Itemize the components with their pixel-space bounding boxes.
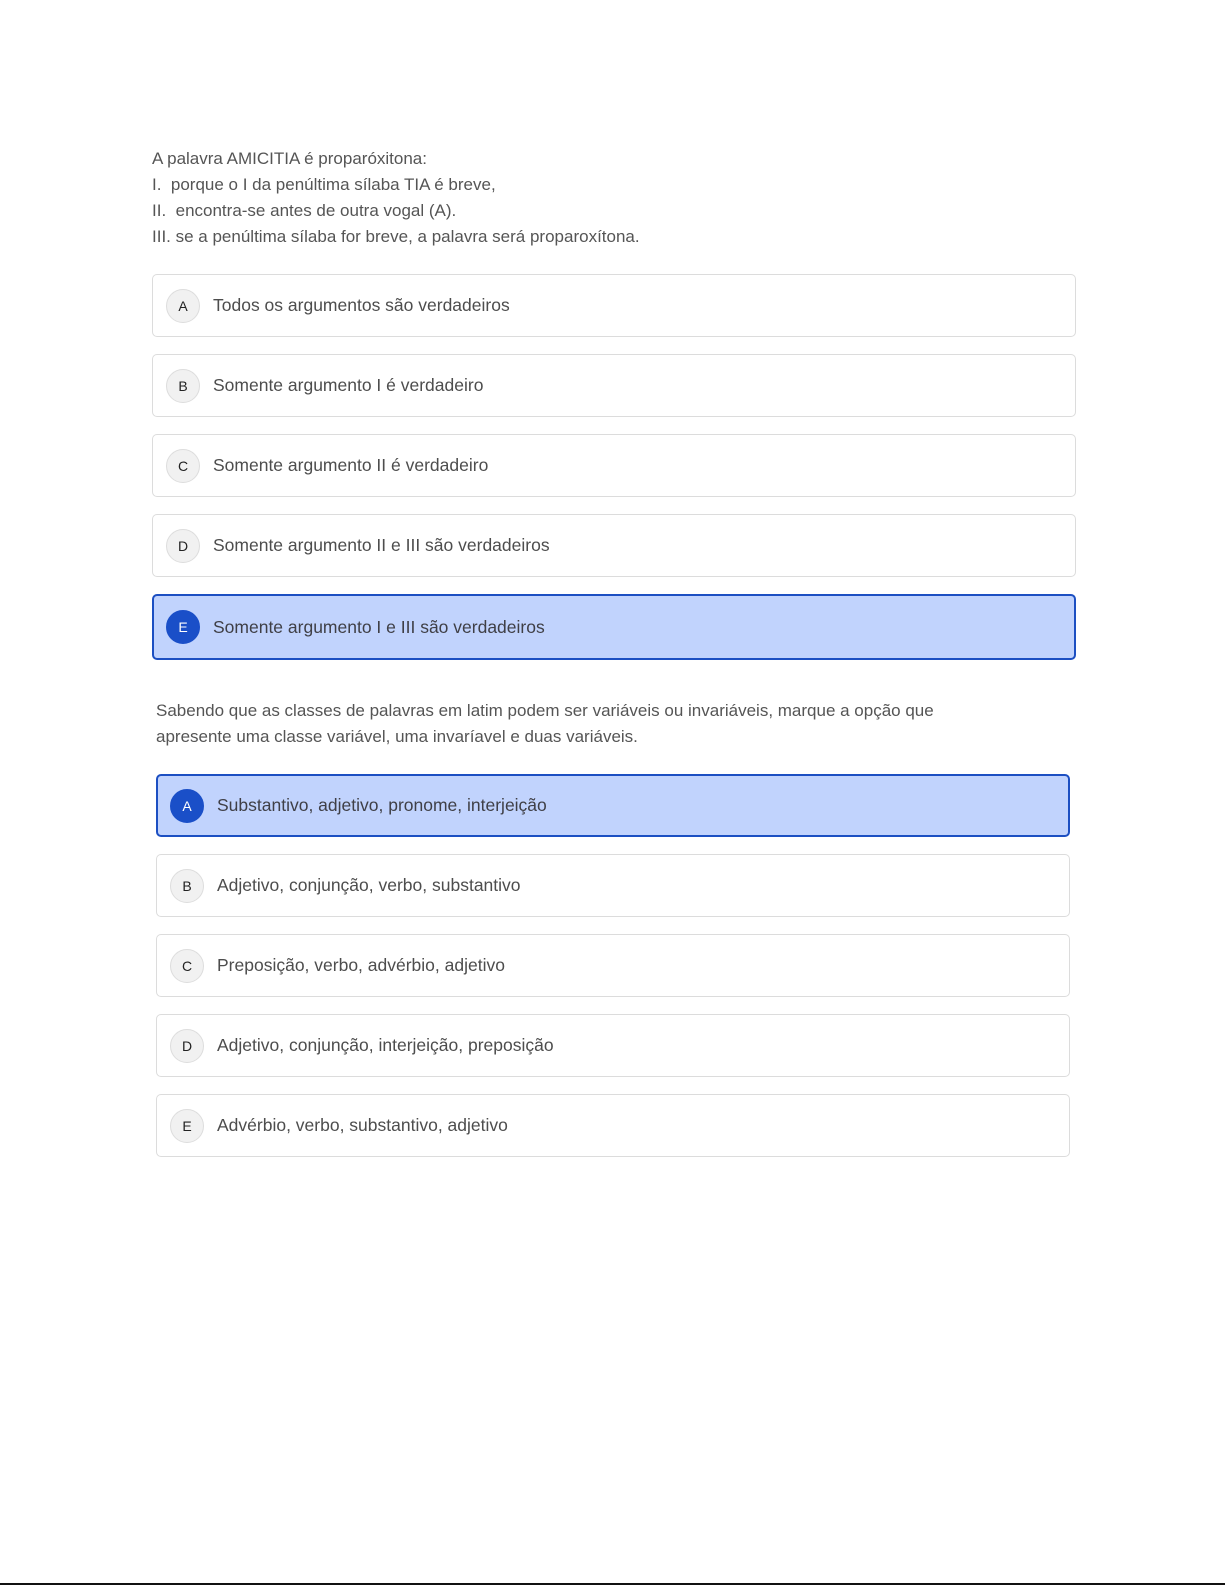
stem-line: III. se a penúltima sílaba for breve, a palavra será proparoxítona. xyxy=(152,227,640,246)
option-label: Todos os argumentos são verdadeiros xyxy=(213,295,510,315)
option-letter-badge: C xyxy=(166,449,200,483)
option-letter-badge: E xyxy=(170,1109,204,1143)
option-e[interactable] xyxy=(156,1094,1070,1157)
option-b[interactable] xyxy=(152,354,1076,417)
option-letter-badge: D xyxy=(166,529,200,563)
option-letter-badge: B xyxy=(166,369,200,403)
option-letter-badge: C xyxy=(170,949,204,983)
option-e[interactable] xyxy=(152,594,1076,660)
question-1 xyxy=(0,146,1225,677)
option-letter-badge: E xyxy=(166,610,200,644)
question-stem xyxy=(0,146,1072,250)
option-label: Somente argumento I e III são verdadeiros xyxy=(213,616,545,637)
stem-line: I. porque o I da penúltima sílaba TIA é breve, xyxy=(152,175,496,194)
option-letter-badge: A xyxy=(166,289,200,323)
option-label: Somente argumento II e III são verdadeiros xyxy=(213,535,550,555)
option-letter-badge: A xyxy=(170,789,204,823)
answer-options xyxy=(0,274,1225,660)
question-2 xyxy=(0,698,1225,1174)
option-d[interactable] xyxy=(152,514,1076,577)
option-d[interactable] xyxy=(156,1014,1070,1077)
stem-line: II. encontra-se antes de outra vogal (A). xyxy=(152,201,457,220)
stem-line: apresente uma classe variável, uma invaríavel e duas variáveis. xyxy=(156,727,638,746)
question-stem xyxy=(0,698,1056,750)
option-label: Somente argumento II é verdadeiro xyxy=(213,455,489,475)
answer-options xyxy=(0,774,1225,1157)
option-label: Advérbio, verbo, substantivo, adjetivo xyxy=(217,1115,508,1135)
option-label: Adjetivo, conjunção, verbo, substantivo xyxy=(217,875,521,895)
option-letter-badge: B xyxy=(170,869,204,903)
option-label: Preposição, verbo, advérbio, adjetivo xyxy=(217,955,505,975)
option-label: Somente argumento I é verdadeiro xyxy=(213,375,484,395)
option-a[interactable] xyxy=(156,774,1070,837)
option-b[interactable] xyxy=(156,854,1070,917)
option-label: Substantivo, adjetivo, pronome, interjeição xyxy=(217,795,547,815)
option-label: Adjetivo, conjunção, interjeição, preposição xyxy=(217,1035,554,1055)
option-c[interactable] xyxy=(156,934,1070,997)
stem-line: A palavra AMICITIA é proparóxitona: xyxy=(152,149,427,168)
option-letter-badge: D xyxy=(170,1029,204,1063)
option-c[interactable] xyxy=(152,434,1076,497)
stem-line: Sabendo que as classes de palavras em latim podem ser variáveis ou invariáveis, marque a opção que xyxy=(156,701,934,720)
option-a[interactable] xyxy=(152,274,1076,337)
